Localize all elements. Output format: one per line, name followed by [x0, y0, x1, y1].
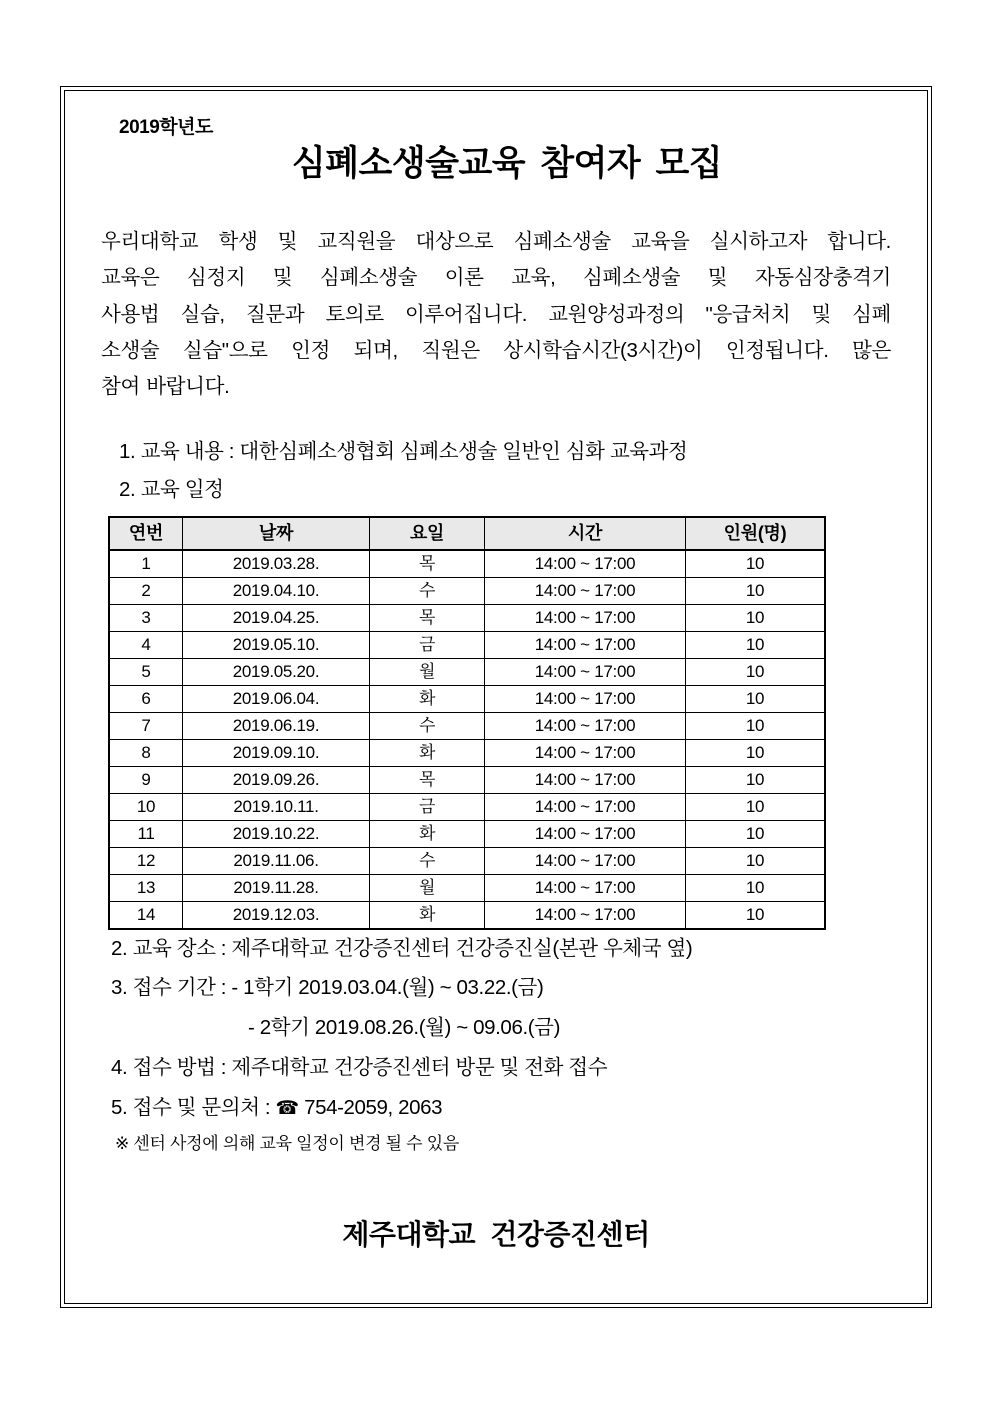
schedule-table-head [109, 517, 825, 550]
col-header-date: 날짜 [183, 517, 370, 550]
intro-line-2: 교육은 심정지 및 심폐소생술 이론 교육, 심폐소생술 및 자동심장충격기 [101, 266, 891, 290]
cell-count: 10 [686, 847, 826, 874]
cell-count: 10 [686, 712, 826, 739]
cell-no: 7 [109, 712, 183, 739]
table-row [109, 739, 825, 766]
cell-time: 14:00 ~ 17:00 [485, 550, 686, 578]
item-contact-label: 5. 접수 및 문의처 : [111, 1095, 276, 1119]
item-course-schedule: 2. 교육 일정 [119, 477, 224, 501]
schedule-table [108, 516, 826, 930]
intro-line-1: 우리대학교 학생 및 교직원을 대상으로 심폐소생술 교육을 실시하고자 합니다. [101, 229, 891, 253]
table-row [109, 901, 825, 929]
cell-count: 10 [686, 631, 826, 658]
item-contact-number: 754-2059, 2063 [298, 1095, 443, 1119]
cell-count: 10 [686, 820, 826, 847]
cell-date: 2019.11.06. [183, 847, 370, 874]
cell-day: 화 [370, 739, 485, 766]
cell-count: 10 [686, 901, 826, 929]
intro-line-4: 소생술 실습"으로 인정 되며, 직원은 상시학습시간(3시간)이 인정됩니다. 많은 [101, 339, 891, 362]
cell-time: 14:00 ~ 17:00 [485, 766, 686, 793]
item-application-method: 4. 접수 방법 : 제주대학교 건강증진센터 방문 및 전화 접수 [111, 1055, 608, 1079]
telephone-icon: ☎ [275, 1096, 299, 1119]
cell-day: 수 [370, 847, 485, 874]
cell-date: 2019.05.10. [183, 631, 370, 658]
poster-content [65, 91, 927, 1303]
cell-no: 9 [109, 766, 183, 793]
cell-date: 2019.11.28. [183, 874, 370, 901]
cell-time: 14:00 ~ 17:00 [485, 820, 686, 847]
cell-day: 수 [370, 577, 485, 604]
cell-date: 2019.06.19. [183, 712, 370, 739]
cell-no: 14 [109, 901, 183, 929]
intro-line-3: 사용법 실습, 질문과 토의로 이루어집니다. 교원양성과정의 "응급처치 및 심폐 [101, 302, 891, 326]
col-header-count: 인원(명) [686, 517, 826, 550]
table-row [109, 766, 825, 793]
table-row [109, 712, 825, 739]
cell-count: 10 [686, 766, 826, 793]
cell-no: 6 [109, 685, 183, 712]
cell-no: 1 [109, 550, 183, 578]
cell-day: 월 [370, 658, 485, 685]
cell-day: 목 [370, 604, 485, 631]
item-application-period-sub: - 2학기 2019.08.26.(월) ~ 09.06.(금) [248, 1016, 560, 1040]
cell-count: 10 [686, 874, 826, 901]
cell-no: 2 [109, 577, 183, 604]
cell-time: 14:00 ~ 17:00 [485, 874, 686, 901]
cell-day: 화 [370, 820, 485, 847]
cell-day: 화 [370, 685, 485, 712]
cell-day: 월 [370, 874, 485, 901]
schedule-change-note: ※ 센터 사정에 의해 교육 일정이 변경 될 수 있음 [115, 1134, 459, 1154]
table-row [109, 685, 825, 712]
poster-outer-frame [60, 86, 932, 1308]
cell-count: 10 [686, 685, 826, 712]
cell-date: 2019.06.04. [183, 685, 370, 712]
cell-count: 10 [686, 577, 826, 604]
list-top [101, 436, 891, 506]
cell-day: 목 [370, 550, 485, 578]
cell-date: 2019.09.26. [183, 766, 370, 793]
item-application-period: 3. 접수 기간 : - 1학기 2019.03.04.(월) ~ 03.22.(금) [111, 976, 544, 1000]
col-header-no: 연번 [109, 517, 183, 550]
table-row [109, 874, 825, 901]
cell-day: 수 [370, 712, 485, 739]
col-header-time: 시간 [485, 517, 686, 550]
cell-date: 2019.05.20. [183, 658, 370, 685]
table-row [109, 604, 825, 631]
cell-day: 금 [370, 631, 485, 658]
cell-date: 2019.12.03. [183, 901, 370, 929]
table-row [109, 820, 825, 847]
cell-time: 14:00 ~ 17:00 [485, 631, 686, 658]
item-course-content: 1. 교육 내용 : 대한심폐소생협회 심폐소생술 일반인 심화 교육과정 [119, 439, 688, 463]
cell-date: 2019.03.28. [183, 550, 370, 578]
table-row [109, 658, 825, 685]
cell-time: 14:00 ~ 17:00 [485, 658, 686, 685]
cell-no: 10 [109, 793, 183, 820]
cell-no: 13 [109, 874, 183, 901]
cell-no: 3 [109, 604, 183, 631]
col-header-day: 요일 [370, 517, 485, 550]
cell-date: 2019.10.11. [183, 793, 370, 820]
item-course-place: 2. 교육 장소 : 제주대학교 건강증진센터 건강증진실(본관 우체국 옆) [111, 936, 693, 960]
cell-count: 10 [686, 658, 826, 685]
table-row [109, 577, 825, 604]
cell-time: 14:00 ~ 17:00 [485, 793, 686, 820]
cell-day: 화 [370, 901, 485, 929]
cell-time: 14:00 ~ 17:00 [485, 847, 686, 874]
table-row [109, 631, 825, 658]
organization-footer: 제주대학교 건강증진센터 [342, 1218, 650, 1250]
cell-count: 10 [686, 550, 826, 578]
table-row [109, 847, 825, 874]
cell-no: 8 [109, 739, 183, 766]
intro-line-5: 참여 바랍니다. [101, 375, 230, 399]
cell-time: 14:00 ~ 17:00 [485, 712, 686, 739]
cell-date: 2019.09.10. [183, 739, 370, 766]
cell-time: 14:00 ~ 17:00 [485, 739, 686, 766]
table-row [109, 550, 825, 578]
cell-time: 14:00 ~ 17:00 [485, 685, 686, 712]
list-bottom [101, 933, 891, 1157]
page-title: 심폐소생술교육 참여자 모집 [291, 143, 723, 183]
school-year-label: 2019학년도 [119, 117, 213, 138]
cell-time: 14:00 ~ 17:00 [485, 604, 686, 631]
cell-count: 10 [686, 793, 826, 820]
cell-no: 5 [109, 658, 183, 685]
schedule-table-body [109, 550, 825, 929]
cell-date: 2019.04.25. [183, 604, 370, 631]
cell-count: 10 [686, 739, 826, 766]
cell-day: 금 [370, 793, 485, 820]
cell-date: 2019.04.10. [183, 577, 370, 604]
cell-count: 10 [686, 604, 826, 631]
cell-time: 14:00 ~ 17:00 [485, 901, 686, 929]
cell-date: 2019.10.22. [183, 820, 370, 847]
cell-no: 12 [109, 847, 183, 874]
poster-inner-frame [64, 90, 928, 1304]
table-header-row [109, 517, 825, 550]
cell-time: 14:00 ~ 17:00 [485, 577, 686, 604]
cell-day: 목 [370, 766, 485, 793]
cell-no: 4 [109, 631, 183, 658]
intro-paragraph [101, 224, 891, 406]
cell-no: 11 [109, 820, 183, 847]
item-contact [111, 1092, 891, 1124]
table-row [109, 793, 825, 820]
